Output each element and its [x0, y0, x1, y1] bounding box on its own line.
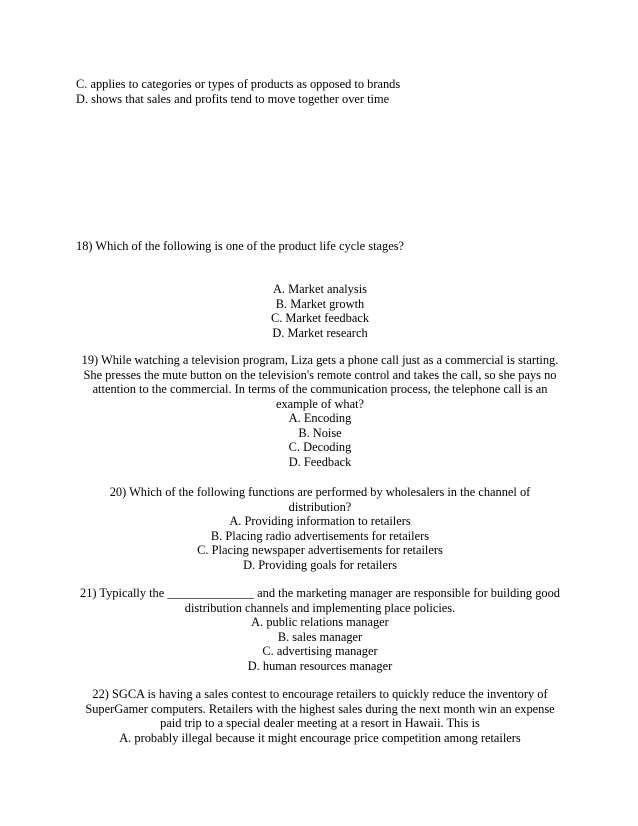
q22-question-line: 22) SGCA is having a sales contest to encourage retailers to quickly reduce the inventory of: [92, 687, 548, 701]
q22-question-line: paid trip to a special dealer meeting at a resort in Hawaii. This is: [160, 716, 480, 730]
q20-question-line: 20) Which of the following functions are performed by wholesalers in the channel of: [109, 485, 531, 499]
q17-option-d: D. shows that sales and profits tend to move together over time: [76, 91, 390, 106]
q19-option-c: C. Decoding: [288, 440, 352, 454]
q20-option-a: A. Providing information to retailers: [229, 514, 411, 528]
q20-option-c: C. Placing newspaper advertisements for retailers: [197, 543, 443, 557]
q21-question-line: distribution channels and implementing place policies.: [184, 600, 456, 615]
q19-option-b: B. Noise: [298, 425, 342, 440]
q18-option-b: B. Market growth: [275, 296, 365, 311]
q18-option-a: A. Market analysis: [273, 282, 367, 296]
q22-option-a: A. probably illegal because it might encourage price competition among retailers: [119, 730, 521, 745]
question-18-options: [76, 282, 564, 340]
q22-question-line: SuperGamer computers. Retailers with the highest sales during the next month win an expense: [85, 701, 555, 716]
q21-option-d: D. human resources manager: [247, 658, 393, 673]
q18-option-c: C. Market feedback: [270, 311, 370, 325]
q21-option-b: B. sales manager: [277, 629, 363, 644]
question-22: [76, 687, 564, 745]
question-20: [76, 485, 564, 572]
q19-question-line: example of what?: [275, 396, 365, 411]
q21-option-a: A. public relations manager: [251, 615, 389, 629]
q19-question-line: attention to the commercial. In terms of the communication process, the telephone call is an: [92, 382, 548, 396]
q18-option-d: D. Market research: [272, 325, 368, 340]
question-17-options: [76, 77, 576, 106]
q19-question-line: 19) While watching a television program, Liza gets a phone call just as a commercial is starting.: [81, 353, 559, 367]
q17-option-c: C. applies to categories or types of products as opposed to brands: [76, 77, 401, 91]
question-18-text: 18) Which of the following is one of the product life cycle stages?: [76, 239, 405, 253]
q19-question-line: She presses the mute button on the television's remote control and takes the call, so she pays no: [83, 367, 557, 382]
q19-option-a: A. Encoding: [288, 411, 352, 425]
q20-option-b: B. Placing radio advertisements for retailers: [210, 528, 430, 543]
question-19: [76, 353, 564, 469]
q21-option-c: C. advertising manager: [262, 644, 378, 658]
question-21: [76, 586, 564, 673]
q20-question-line: distribution?: [288, 499, 352, 514]
q21-question-line: 21) Typically the ______________ and the marketing manager are responsible for building good: [80, 586, 560, 600]
q20-option-d: D. Providing goals for retailers: [243, 557, 397, 572]
q19-option-d: D. Feedback: [288, 454, 352, 469]
